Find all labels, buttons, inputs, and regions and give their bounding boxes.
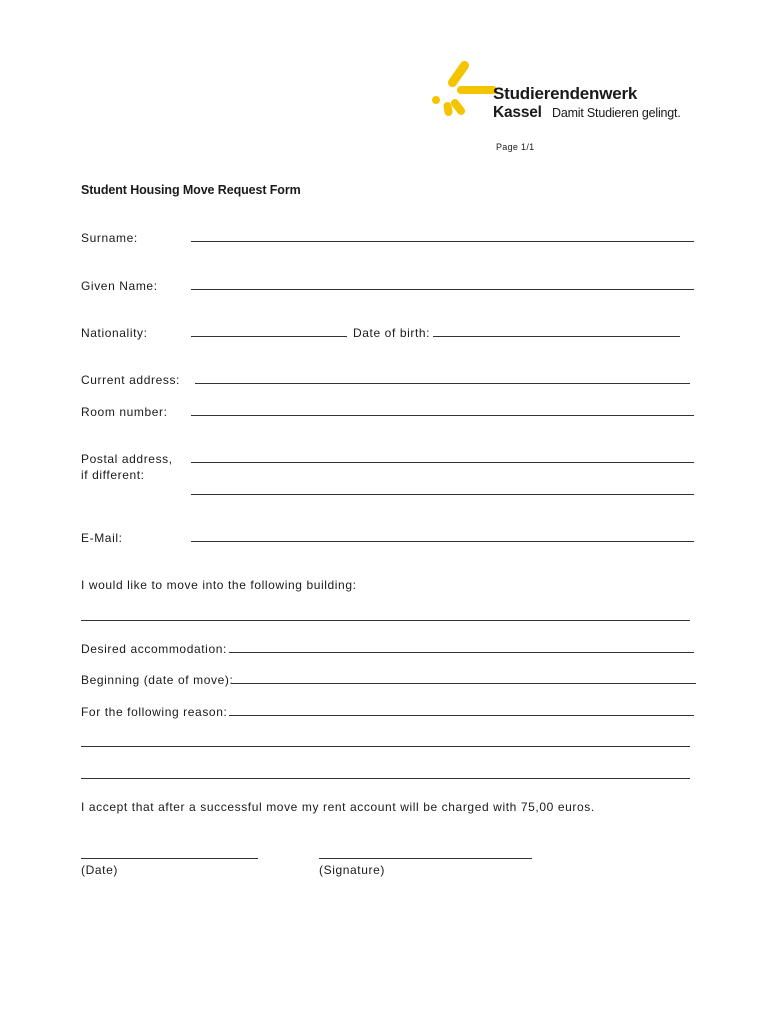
brand-city: Kassel <box>493 104 542 121</box>
postal-address-label: Postal address, <box>81 452 173 466</box>
accommodation-field[interactable] <box>229 652 694 653</box>
date-label: (Date) <box>81 863 118 877</box>
current-address-label: Current address: <box>81 373 180 387</box>
reason-field-1[interactable] <box>229 715 694 716</box>
signature-label: (Signature) <box>319 863 385 877</box>
beginning-label: Beginning (date of move): <box>81 673 234 687</box>
acceptance-statement: I accept that after a successful move my rent account will be charged with 75,00 euros. <box>81 800 595 814</box>
reason-field-3[interactable] <box>81 778 690 779</box>
brand-tagline: Damit Studieren gelingt. <box>552 106 681 120</box>
beginning-field[interactable] <box>231 683 696 684</box>
postal-address-field-1[interactable] <box>191 462 694 463</box>
dob-field[interactable] <box>433 336 680 337</box>
building-field[interactable] <box>81 620 690 621</box>
page-number: Page 1/1 <box>496 142 535 152</box>
surname-field[interactable] <box>191 241 694 242</box>
form-title: Student Housing Move Request Form <box>81 183 301 197</box>
dob-label: Date of birth: <box>353 326 431 340</box>
signature-field[interactable] <box>319 858 532 859</box>
building-label: I would like to move into the following building: <box>81 578 357 592</box>
nationality-field[interactable] <box>191 336 347 337</box>
postal-address-sublabel: if different: <box>81 468 145 482</box>
surname-label: Surname: <box>81 231 138 245</box>
nationality-label: Nationality: <box>81 326 148 340</box>
given-name-label: Given Name: <box>81 279 158 293</box>
given-name-field[interactable] <box>191 289 694 290</box>
reason-label: For the following reason: <box>81 705 228 719</box>
room-number-field[interactable] <box>191 415 694 416</box>
postal-address-field-2[interactable] <box>191 494 694 495</box>
brand-name: Studierendenwerk <box>493 84 638 103</box>
accommodation-label: Desired accommodation: <box>81 642 227 656</box>
reason-field-2[interactable] <box>81 746 690 747</box>
current-address-field[interactable] <box>195 383 690 384</box>
date-field[interactable] <box>81 858 258 859</box>
email-label: E-Mail: <box>81 531 123 545</box>
email-field[interactable] <box>191 541 694 542</box>
room-number-label: Room number: <box>81 405 168 419</box>
